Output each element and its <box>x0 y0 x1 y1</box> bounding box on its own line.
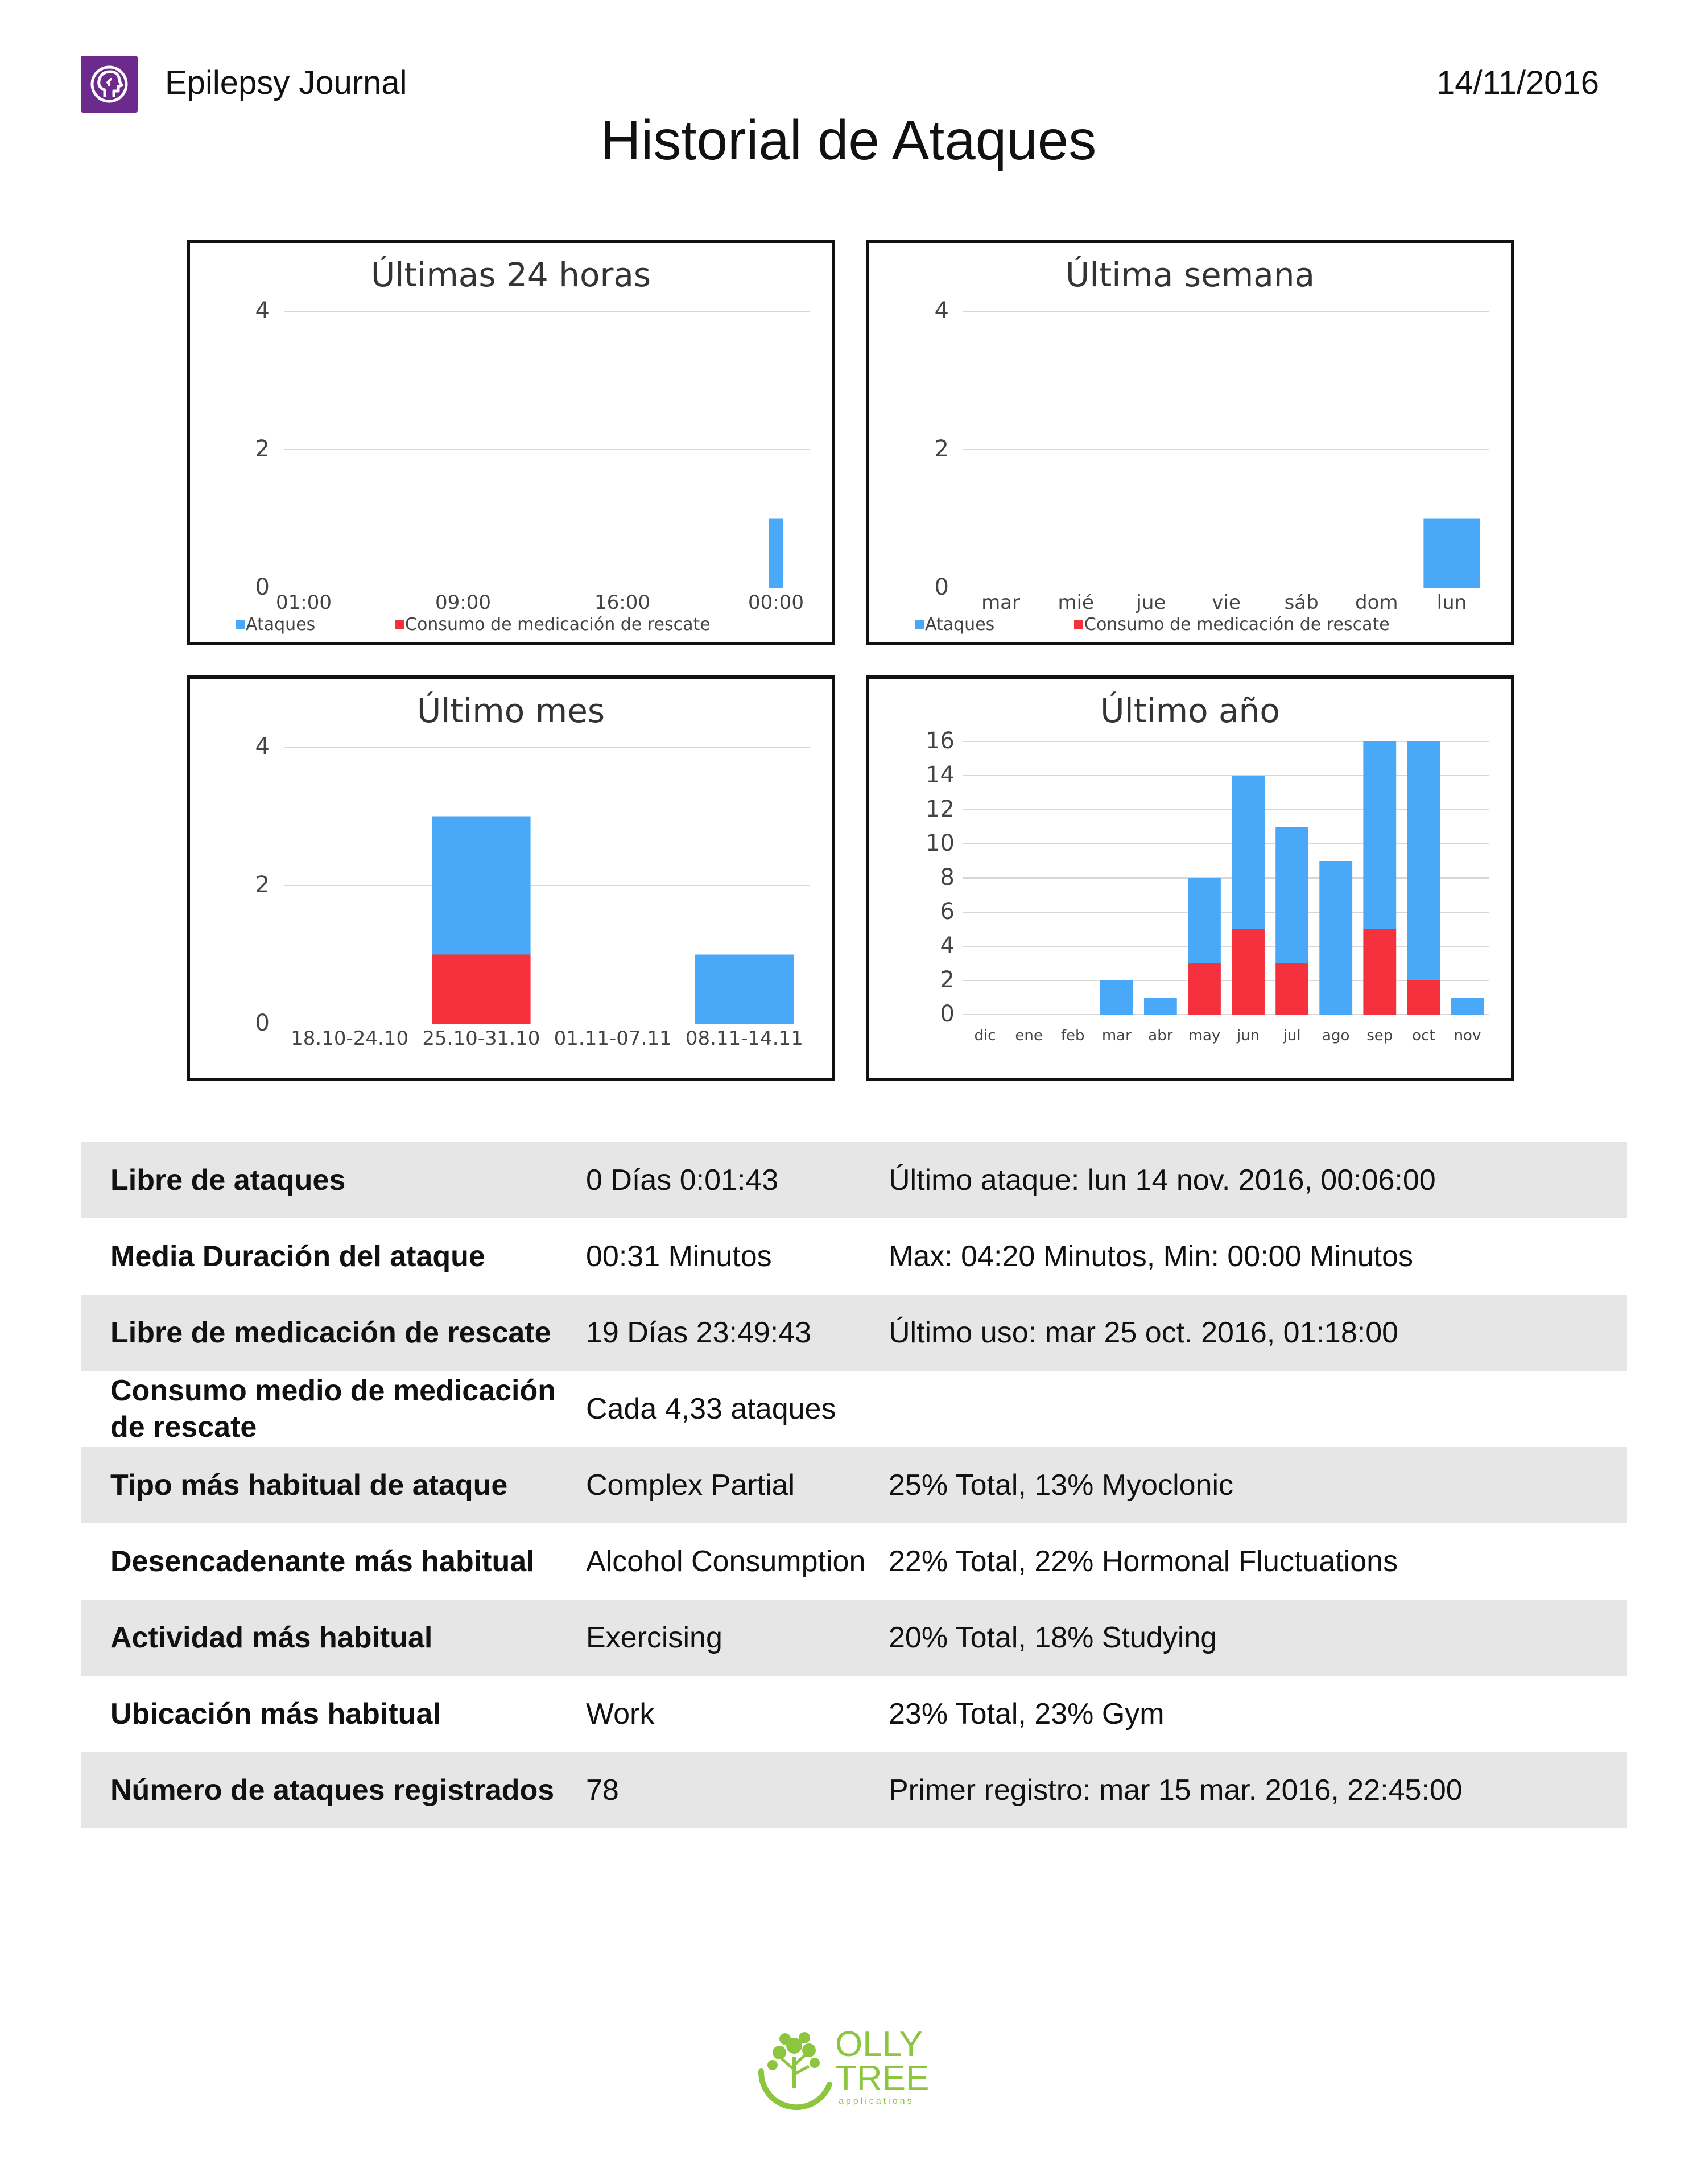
row-value: Alcohol Consumption <box>586 1545 866 1578</box>
y-tick-label: 0 <box>255 1010 270 1036</box>
y-tick-label: 2 <box>255 436 270 462</box>
bar-rescue <box>1363 929 1396 1015</box>
summary-table <box>81 1142 1627 1828</box>
bar-attacks <box>1407 741 1440 980</box>
app-name: Epilepsy Journal <box>165 64 407 101</box>
y-tick-label: 4 <box>934 298 949 324</box>
x-tick-label: lun <box>1436 591 1467 614</box>
legend-label-rescue: Consumo de medicación de rescate <box>1084 615 1390 634</box>
y-tick-label: 0 <box>940 1001 955 1027</box>
y-tick-label: 2 <box>255 872 270 898</box>
legend-label-attacks: Ataques <box>925 615 995 634</box>
tree-icon <box>750 2017 938 2114</box>
row-value: Exercising <box>586 1621 722 1654</box>
legend-label-attacks: Ataques <box>246 615 316 634</box>
row-detail: 22% Total, 22% Hormonal Fluctuations <box>889 1545 1398 1578</box>
y-tick-label: 4 <box>255 734 270 760</box>
x-tick-label: 16:00 <box>594 591 650 614</box>
bar-attacks <box>432 817 530 955</box>
y-tick-label: 4 <box>940 933 955 959</box>
head-profile-icon <box>81 56 138 113</box>
x-tick-label: dic <box>974 1027 996 1044</box>
table-row <box>81 1142 1627 1218</box>
x-tick-label: ene <box>1015 1027 1043 1044</box>
x-tick-label: 09:00 <box>435 591 491 614</box>
olly-tree-logo <box>750 2017 938 2114</box>
chart-last-24-hours <box>187 240 835 645</box>
x-tick-label: 01.11-07.11 <box>554 1027 672 1050</box>
x-tick-label: dom <box>1355 591 1398 614</box>
bar-attacks <box>1275 827 1308 963</box>
y-tick-label: 10 <box>926 830 955 856</box>
row-label: Tipo más habitual de ataque <box>110 1469 508 1502</box>
x-tick-label: sep <box>1366 1027 1393 1044</box>
table-row <box>81 1295 1627 1371</box>
row-detail <box>889 1371 1627 1447</box>
bar-attacks <box>1232 776 1265 929</box>
chart-month-svg <box>190 679 832 1078</box>
bar-attacks <box>1100 980 1133 1015</box>
chart-last-year <box>866 675 1514 1081</box>
row-value: Cada 4,33 ataques <box>586 1392 836 1425</box>
y-tick-label: 0 <box>255 574 270 600</box>
x-tick-label: feb <box>1060 1027 1085 1044</box>
x-tick-label: mié <box>1058 591 1094 614</box>
x-tick-label: ago <box>1322 1027 1350 1044</box>
row-value: 19 Días 23:49:43 <box>586 1316 812 1349</box>
chart-title: Último año <box>1100 691 1280 730</box>
bar-attacks <box>1451 998 1484 1015</box>
y-tick-label: 12 <box>926 796 955 822</box>
chart-24h-svg <box>190 243 832 642</box>
table-row <box>81 1676 1627 1752</box>
bar-attacks <box>1363 741 1396 929</box>
chart-last-week <box>866 240 1514 645</box>
row-detail: Último ataque: lun 14 nov. 2016, 00:06:00 <box>889 1164 1436 1197</box>
x-tick-label: jue <box>1136 591 1166 614</box>
bar-attacks <box>1423 519 1480 588</box>
legend-label-rescue: Consumo de medicación de rescate <box>405 615 711 634</box>
row-detail: Primer registro: mar 15 mar. 2016, 22:45:00 <box>889 1774 1463 1807</box>
bar-attacks <box>769 519 783 588</box>
x-tick-label: may <box>1188 1027 1221 1044</box>
x-tick-label: 00:00 <box>748 591 804 614</box>
legend-swatch-rescue <box>395 620 404 629</box>
chart-title: Último mes <box>416 691 605 730</box>
bar-attacks <box>695 955 794 1024</box>
y-tick-label: 8 <box>940 864 955 891</box>
row-label: Desencadenante más habitual <box>110 1545 535 1578</box>
row-value: Complex Partial <box>586 1469 795 1502</box>
row-detail: 25% Total, 13% Myoclonic <box>889 1469 1234 1502</box>
table-row <box>81 1523 1627 1600</box>
bar-rescue <box>1407 980 1440 1015</box>
table-row <box>81 1371 1627 1447</box>
legend-swatch-attacks <box>236 620 245 629</box>
chart-last-month <box>187 675 835 1081</box>
legend-swatch-rescue <box>1074 620 1083 629</box>
row-label: Actividad más habitual <box>110 1621 433 1654</box>
table-row <box>81 1752 1627 1828</box>
logo-subtitle: applications <box>839 2096 914 2106</box>
app-logo <box>81 56 138 113</box>
x-tick-label: oct <box>1412 1027 1435 1044</box>
bar-attacks <box>1319 861 1352 1015</box>
row-value: Work <box>586 1697 655 1730</box>
bar-rescue <box>1275 963 1308 1015</box>
x-tick-label: 01:00 <box>276 591 332 614</box>
row-label: Número de ataques registrados <box>110 1774 555 1807</box>
x-tick-label: vie <box>1212 591 1241 614</box>
row-label: Consumo medio de medicación de rescate <box>110 1374 556 1444</box>
y-tick-label: 4 <box>255 298 270 324</box>
legend-swatch-attacks <box>915 620 924 629</box>
logo-line1: OLLY <box>835 2025 923 2064</box>
row-label: Ubicación más habitual <box>110 1697 441 1730</box>
row-value: 0 Días 0:01:43 <box>586 1164 779 1197</box>
x-tick-label: nov <box>1454 1027 1481 1044</box>
y-tick-label: 16 <box>926 728 955 754</box>
table-row <box>81 1218 1627 1295</box>
y-tick-label: 14 <box>926 762 955 788</box>
bar-attacks <box>1188 878 1221 963</box>
x-tick-label: sáb <box>1284 591 1319 614</box>
y-tick-label: 2 <box>940 967 955 993</box>
y-tick-label: 6 <box>940 899 955 925</box>
bar-rescue <box>1188 963 1221 1015</box>
x-tick-label: 08.11-14.11 <box>685 1027 803 1050</box>
chart-title: Última semana <box>1065 256 1315 294</box>
row-detail: 20% Total, 18% Studying <box>889 1621 1217 1654</box>
x-tick-label: jul <box>1283 1027 1301 1044</box>
row-label: Libre de medicación de rescate <box>110 1316 551 1349</box>
row-detail: 23% Total, 23% Gym <box>889 1697 1165 1730</box>
table-row <box>81 1600 1627 1676</box>
chart-year-svg <box>869 679 1511 1078</box>
y-tick-label: 2 <box>934 436 949 462</box>
logo-line2: TREE <box>835 2059 930 2098</box>
x-tick-label: mar <box>981 591 1021 614</box>
bar-attacks <box>1144 998 1177 1015</box>
row-label: Media Duración del ataque <box>110 1240 485 1273</box>
row-value: 00:31 Minutos <box>586 1240 772 1273</box>
bar-rescue <box>432 955 530 1024</box>
y-tick-label: 0 <box>934 574 949 600</box>
row-detail: Último uso: mar 25 oct. 2016, 01:18:00 <box>889 1316 1399 1349</box>
x-tick-label: mar <box>1101 1027 1132 1044</box>
row-value: 78 <box>586 1774 619 1807</box>
chart-week-svg <box>869 243 1511 642</box>
chart-title: Últimas 24 horas <box>370 256 651 294</box>
table-row <box>81 1447 1627 1523</box>
x-tick-label: 25.10-31.10 <box>422 1027 540 1050</box>
page-title: Historial de Ataques <box>600 109 1097 171</box>
report-date: 14/11/2016 <box>1436 64 1599 101</box>
row-label: Libre de ataques <box>110 1164 346 1197</box>
x-tick-label: abr <box>1148 1027 1173 1044</box>
row-detail: Max: 04:20 Minutos, Min: 00:00 Minutos <box>889 1240 1414 1273</box>
x-tick-label: 18.10-24.10 <box>291 1027 409 1050</box>
x-tick-label: jun <box>1236 1027 1260 1044</box>
bar-rescue <box>1232 929 1265 1015</box>
